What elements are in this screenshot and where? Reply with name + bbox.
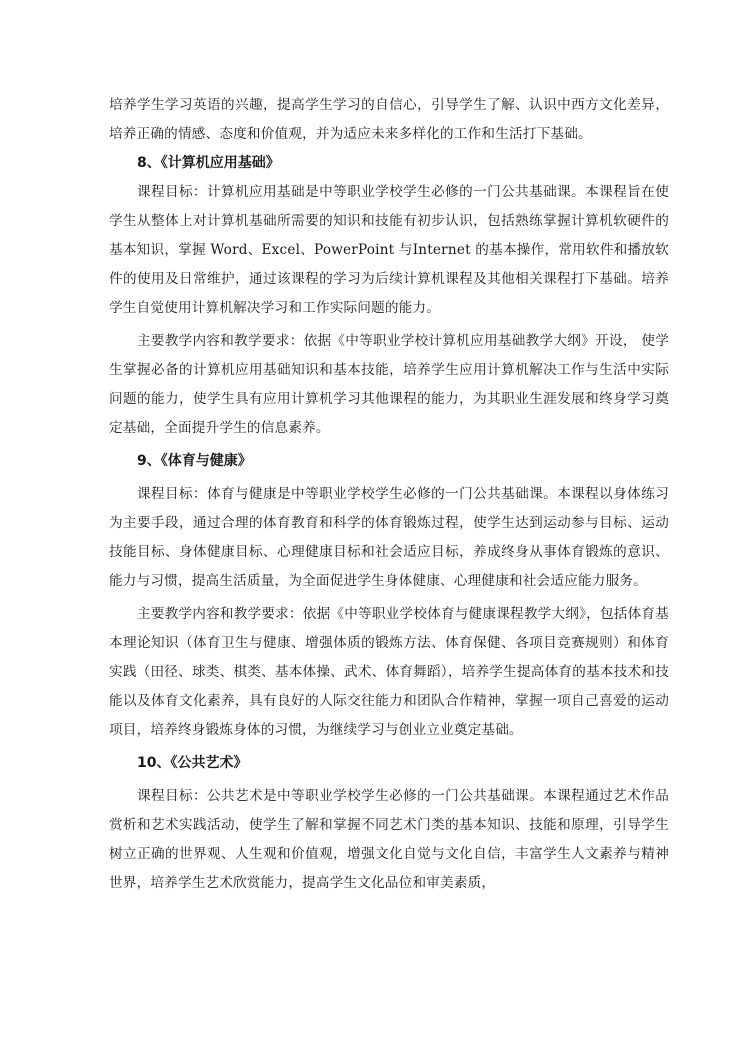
intro-tail-paragraph: 培养学生学习英语的兴趣，提高学生学习的自信心，引导学生了解、认识中西方文化差异，培养正确的情感、态度和价值观，并为适应未来多样化的工作和生活打下基础。: [109, 97, 669, 142]
section-heading-pe: 9、《体育与健康》: [137, 453, 252, 469]
pe-content-paragraph: 主要教学内容和教学要求：依据《中等职业学校体育与健康课程教学大纲》，包括体育基本理论知识（体育卫生与健康、增强体质的锻炼方法、体育保健、各项目竞赛规则）和体育实践（田径、球类、棋类、基本体操、武术、体育舞蹈），培养学生提高体育的基本技术和技能以及体育文化素养，具有良好的人际交往能力和团队合作精神，掌握一项自己喜爱的运动项目，培养终身锻炼身体的习惯，为继续学习与创业立业奠定基础。: [109, 606, 669, 738]
section-heading-computer: 8、《计算机应用基础》: [137, 155, 280, 171]
document-page: [109, 91, 669, 898]
computer-content-paragraph: 主要教学内容和教学要求：依据《中等职业学校计算机应用基础教学大纲》开设， 使学生掌握必备的计算机应用基础知识和基本技能，培养学生应用计算机解决工作与生活中实际问题的能力，使学生具有应用计算机学习其他课程的能力，为其职业生涯发展和终身学习奠定基础，全面提升学生的信息素养。: [109, 333, 669, 436]
computer-goal-paragraph: 课程目标：计算机应用基础是中等职业学校学生必修的一门公共基础课。本课程旨在使学生从整体上对计算机基础所需要的知识和技能有初步认识，包括熟练掌握计算机软硬件的基本知识，掌握 Word、Excel、PowerPoint 与Internet 的基本操作，常用软件和播放软件的使用及日常维护，通过该课程的学习为后续计算机课程及其他相关课程打下基础。培养学生自觉使用计算机解决学习和工作实际问题的能力。: [109, 184, 669, 316]
pe-goal-paragraph: 课程目标：体育与健康是中等职业学校学生必修的一门公共基础课。本课程以身体练习为主要手段，通过合理的体育教育和科学的体育锻炼过程，使学生达到运动参与目标、运动技能目标、身体健康目标、心理健康目标和社会适应目标，养成终身从事体育锻炼的意识、能力与习惯，提高生活质量，为全面促进学生身体健康、心理健康和社会适应能力服务。: [109, 486, 669, 589]
section-heading-art: 10、《公共艺术》: [137, 755, 248, 771]
art-goal-paragraph: 课程目标：公共艺术是中等职业学校学生必修的一门公共基础课。本课程通过艺术作品赏析和艺术实践活动，使学生了解和掌握不同艺术门类的基本知识、技能和原理，引导学生树立正确的世界观、人生观和价值观，增强文化自觉与文化自信，丰富学生人文素养与精神世界，培养学生艺术欣赏能力，提高学生文化品位和审美素质，: [109, 788, 669, 891]
